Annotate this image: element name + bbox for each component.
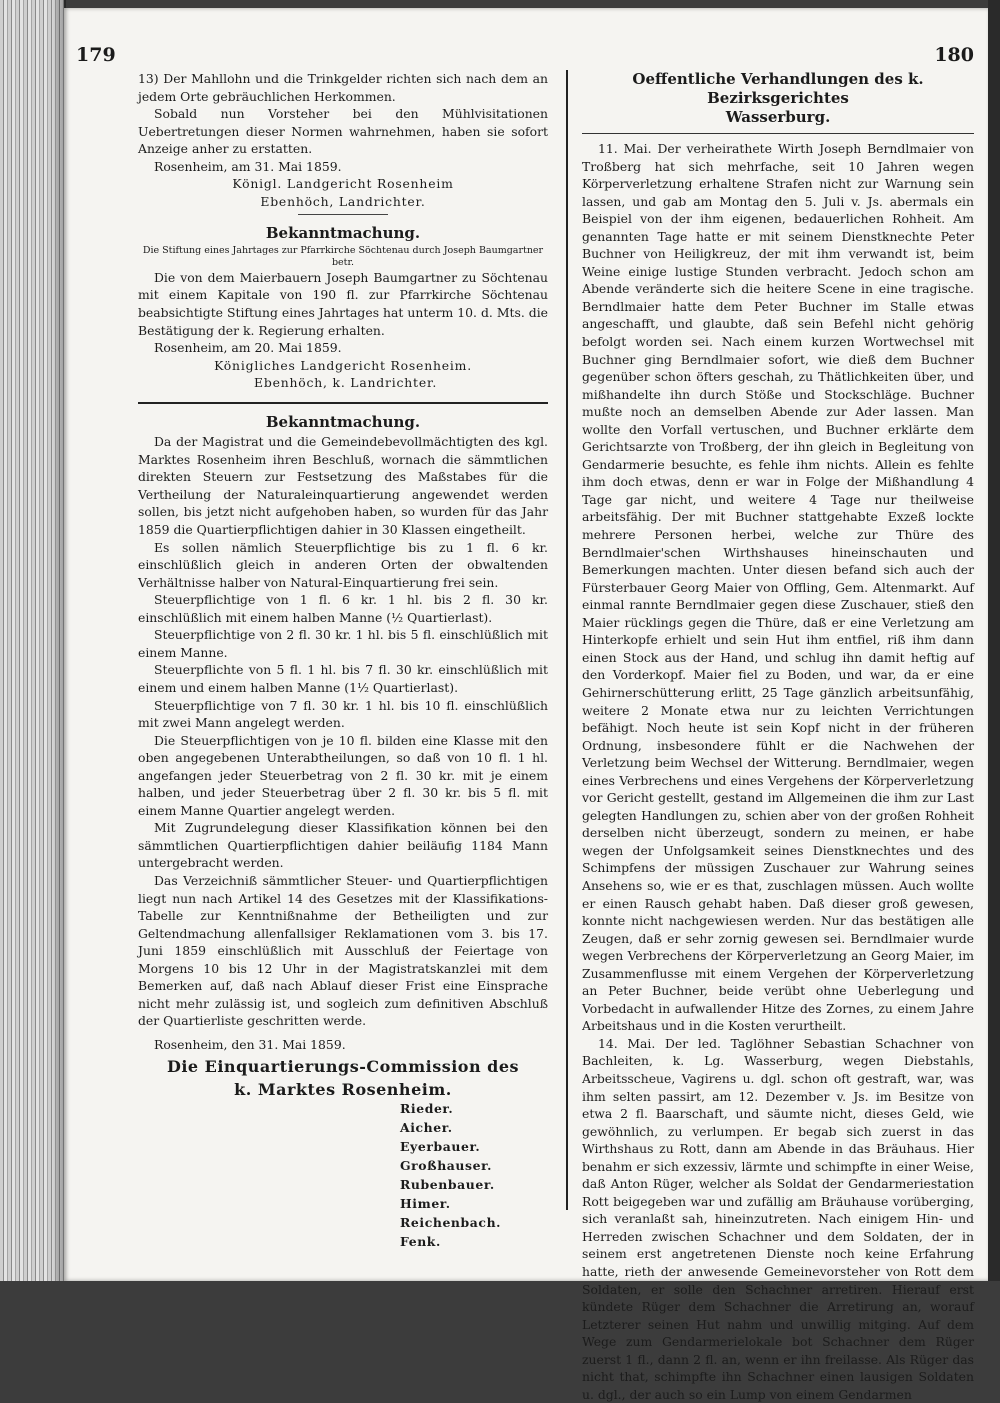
paragraph: Es sollen nämlich Steuerpflichtige bis zu 1 fl. 6 kr. einschlüßlich gleich in anderen Orten der obwaltenden Verhältnisse halber von Natural-Einquartierung frei sein.: [138, 539, 548, 590]
heading-rule: [582, 133, 974, 134]
notice-signer: Ebenhöch, k. Landrichter.: [254, 375, 438, 391]
right-column: [582, 70, 974, 1403]
list-item: Großhauser.: [400, 1158, 492, 1174]
notice-authority: Königliches Landgericht Rosenheim.: [214, 357, 472, 373]
page-number-right: 180: [934, 44, 974, 66]
left-column: [138, 70, 548, 1251]
notice-authority: Königl. Landgericht Rosenheim: [232, 176, 454, 192]
paragraph: Steuerpflichtige von 1 fl. 6 kr. 1 hl. bis 2 fl. 30 kr. einschlüßlich mit einem halben Manne (½ Quartierlast).: [138, 592, 548, 625]
list-item: Eyerbauer.: [400, 1139, 481, 1155]
section-heading-line: Oeffentliche Verhandlungen des k. Bezirksgerichtes: [632, 70, 924, 107]
commission-title: Die Einquartierungs-Commission des: [166, 1057, 520, 1077]
paragraph: Das Verzeichniß sämmtlicher Steuer- und Quartierpflichtigen liegt nun nach Artikel 14 des Gesetzes mit der Klassifikations-Tabelle zur Kenntnißnahme der Betheiligten und zur Geltendmachung allenfallsiger Reklamationen vom 3. bis 17. Juni 1859 einschlüßlich mit Ausschluß der Feiertage von Morgens 10 bis 12 Uhr in der Magistratskanzlei mit dem Bemerken auf, daß nach Ablauf dieser Frist eine Einsprache nicht mehr zulässig ist, und sogleich zum definitiven Abschluß der Quartierliste geschritten werde.: [138, 872, 548, 1029]
column-divider: [566, 70, 568, 1210]
member-list: [138, 1099, 548, 1251]
list-item: Rubenbauer.: [400, 1177, 495, 1193]
separator: [298, 214, 388, 215]
paragraph: Da der Magistrat und die Gemeindebevollmächtigten des kgl. Marktes Rosenheim ihren Beschluß, wornach die sämmtlichen direkten Steuern zur Festsetzung des Maßstabes für die Vertheilung der Naturaleinquartierung angewendet werden sollen, bis jetzt nicht aufgehoben haben, so wurden für das Jahr 1859 die Quartierpflichtigen dahier in 30 Klassen eingetheilt.: [138, 434, 548, 538]
notice-heading: Bekanntmachung.: [265, 412, 421, 431]
commission-title: k. Marktes Rosenheim.: [234, 1080, 452, 1100]
section-rule: [138, 402, 548, 404]
notice-heading: Bekanntmachung.: [265, 224, 421, 243]
notice-date: Rosenheim, den 31. Mai 1859.: [154, 1036, 346, 1052]
notice-date: Rosenheim, am 20. Mai 1859.: [154, 340, 342, 356]
paragraph: Sobald nun Vorsteher bei den Mühlvisitationen Uebertretungen dieser Normen wahrnehmen, haben sie sofort Anzeige anher zu erstatten.: [138, 106, 548, 157]
notice-date: Rosenheim, am 31. Mai 1859.: [154, 158, 342, 174]
notice-quartering: [138, 414, 548, 1252]
notice-mill-rules: [138, 70, 548, 210]
notice-signer: Ebenhöch, Landrichter.: [260, 193, 426, 209]
list-item: Rieder.: [400, 1101, 454, 1117]
paragraph: Die Steuerpflichtigen von je 10 fl. bilden eine Klasse mit den oben angegebenen Unterabtheilungen, so daß von 10 fl. 1 hl. angefangen jeder Steuerbetrag von 2 fl. 30 kr. mit je einem halben, und jeder Steuerbetrag über 2 fl. 30 kr. bis 5 fl. mit einem Manne Quartier angelegt werden.: [138, 732, 548, 818]
list-item: Aicher.: [400, 1120, 453, 1136]
page-number-left: 179: [76, 44, 116, 66]
paragraph: 13) Der Mahllohn und die Trinkgelder richten sich nach dem an jedem Orte gebräuchlichen Herkommen.: [138, 71, 548, 104]
scan-border: [988, 0, 1000, 1281]
list-item: Himer.: [400, 1196, 451, 1212]
section-heading-line: Wasserburg.: [725, 108, 831, 126]
list-item: Fenk.: [400, 1234, 441, 1250]
section-heading: [582, 70, 974, 127]
court-report: 14. Mai. Der led. Taglöhner Sebastian Schachner von Bachleiten, k. Lg. Wasserburg, wegen Diebstahls, Arbeitsscheue, Vagirens u. dgl. schon oft gestraft, war, was ihm selten passirt, am 12. Dezember v. Js. im Besitze von etwa 2 fl. Baarschaft, und säumte nicht, dieses Geld, wie gewöhnlich, zu verlumpen. Er begab sich zuerst in das Wirthshaus zu Rott, dann am Abende in das Bräuhaus. Hier benahm er sich exzessiv, lärmte und schimpfte in einer Weise, daß Anton Rüger, welcher als Soldat der Gendarmeriestation Rott beigegeben war und zufällig am Bräuhause vorüberging, sich veranlaßt sah, hineinzutreten. Nach einigem Hin- und Herreden zwischen Schachner und dem Soldaten, der in seinem erst angetretenen Dienste noch keine Erfahrung hatte, rieth der anwesende Gemeinevorsteher von Rott dem Soldaten, er solle den Schachner arretiren. Hierauf erst kündete Rüger dem Schachner die Arretirung an, worauf Letzterer seinen Hut nahm und unwillig mitging. Auf dem Wege zum Gendarmerielokale bot Schachner dem Rüger zuerst 1 fl., dann 2 fl. an, wenn er ihn freilasse. Als Rüger das nicht that, schimpfte ihn Schachner einen lausigen Soldaten u. dgl., der auch so ein Lump von einem Gendarmen: [582, 1035, 974, 1402]
notice-subtitle: Die Stiftung eines Jahrtages zur Pfarrkirche Söchtenau durch Joseph Baumgartner betr.: [142, 244, 544, 268]
paragraph: Steuerpflichtige von 7 fl. 30 kr. 1 hl. bis 10 fl. einschlüßlich mit zwei Mann angelegt werden.: [138, 697, 548, 731]
paragraph: Die von dem Maierbauern Joseph Baumgartner zu Söchtenau mit einem Kapitale von 190 fl. zur Pfarrkirche Söchtenau beabsichtigte Stiftung eines Jahrtages hat unterm 10. d. Mts. die Bestätigung der k. Regierung erhalten.: [138, 269, 548, 338]
paragraph: Steuerpflichte von 5 fl. 1 hl. bis 7 fl. 30 kr. einschlüßlich mit einem und einem halben Manne (1½ Quartierlast).: [138, 662, 548, 695]
notice-foundation: [138, 225, 548, 391]
court-report: 11. Mai. Der verheirathete Wirth Joseph Berndlmaier von Troßberg hat sich mehrfache, seit 10 Jahren wegen Körperverletzung erhaltene Strafen nicht zur Warnung sein lassen, und gab am Montag den 5. Juli v. Js. abermals ein Beispiel von der ihm eigenen, bedauerlichen Rohheit. Am genannten Tage hatte er mit seinem Dienstknechte Peter Buchner von Heiligkreuz, der mit ihm verwandt ist, beim Weine einige lustige Stunden verbracht. Jedoch schon am Abende veränderte sich die heitere Scene in eine tragische. Berndlmaier hatte dem Peter Buchner im Stalle etwas angeschafft, und glaubte, daß sein Befehl nicht gehörig befolgt worden sei. Nach einem kurzen Wortwechsel mit Buchner ging Berndlmaier sofort, wie dieß dem Buchner gegenüber schon öfters geschah, zu Thätlichkeiten über, und mißhandelte ihn durch Stöße und Stockschläge. Buchner mußte noch an demselben Abende zur Ader lassen. Man wollte den Vorfall vertuschen, und Buchner erklärte dem Gerichtsarzte von Troßberg, der ihn gleich in Begleitung von Gendarmerie besuchte, es fehle ihm nichts. Allein es fehlte ihm doch etwas, denn er war in Folge der Mißhandlung 4 Tage gar nicht, und weitere 4 Tage nur theilweise arbeitsfähig. Der mit Buchner stattgehabte Exzeß lockte mehrere Personen herbei, welche zur Thüre des Berndlmaier'schen Wirthshauses hineinschauten und Bemerkungen machten. Unter diesen befand sich auch der Fürsterbauer Georg Maier von Offling, Gem. Altenmarkt. Auf einmal rannte Berndlmaier gegen diese Zuschauer, stieß den Maier rücklings gegen die Thüre, daß er eine Verletzung am Hinterkopfe erhielt und sein Hut ihm entfiel, riß ihm dann einen Stock aus der Hand, und schlug ihn damit heftig auf den Vorderkopf. Maier fiel zu Boden, und war, da er eine Gehirnerschütterung erlitt, 25 Tage gänzlich arbeitsunfähig, weitere 2 Monate etwa nur zu leichten Verrichtungen befähigt. Noch heute ist sein Kopf nicht in der früheren Ordnung, insbesondere fühlt er die Nachwehen der Verletzung beim Wechsel der Witterung. Berndlmaier, wegen eines Verbrechens und eines Vergehens der Körperverletzung vor Gericht gestellt, gestand im Allgemeinen die ihm zur Last gelegten Handlungen zu, schien aber von der großen Rohheit derselben nicht überzeugt, sondern zu meinen, er habe wegen der Unfolgsamkeit seines Dienstknechtes und des Schimpfens der müssigen Zuschauer zur Wahrung seines Ansehens so, wie er es that, zuschlagen müssen. Auch wollte er einen Rausch gehabt haben. Daß dieser groß gewesen, konnte nicht nachgewiesen werden. Nur das bestätigen alle Zeugen, daß er sehr zornig gewesen sei. Berndlmaier wurde wegen Verbrechens der Körperverletzung an Georg Maier, im Zusammenflusse mit einem Vergehen der Körperverletzung an Peter Buchner, beide verübt ohne Ueberlegung und Vorbedacht in aufwallender Hitze des Zornes, zu einem Jahre Arbeitshaus und in die Kosten verurtheilt.: [582, 141, 974, 1034]
list-item: Reichenbach.: [400, 1215, 502, 1231]
paragraph: Steuerpflichtige von 2 fl. 30 kr. 1 hl. bis 5 fl. einschlüßlich mit einem Manne.: [138, 627, 548, 660]
paragraph: Mit Zugrundelegung dieser Klassifikation können bei den sämmtlichen Quartierpflichtigen dahier beiläufig 1184 Mann untergebracht werden.: [138, 820, 548, 871]
